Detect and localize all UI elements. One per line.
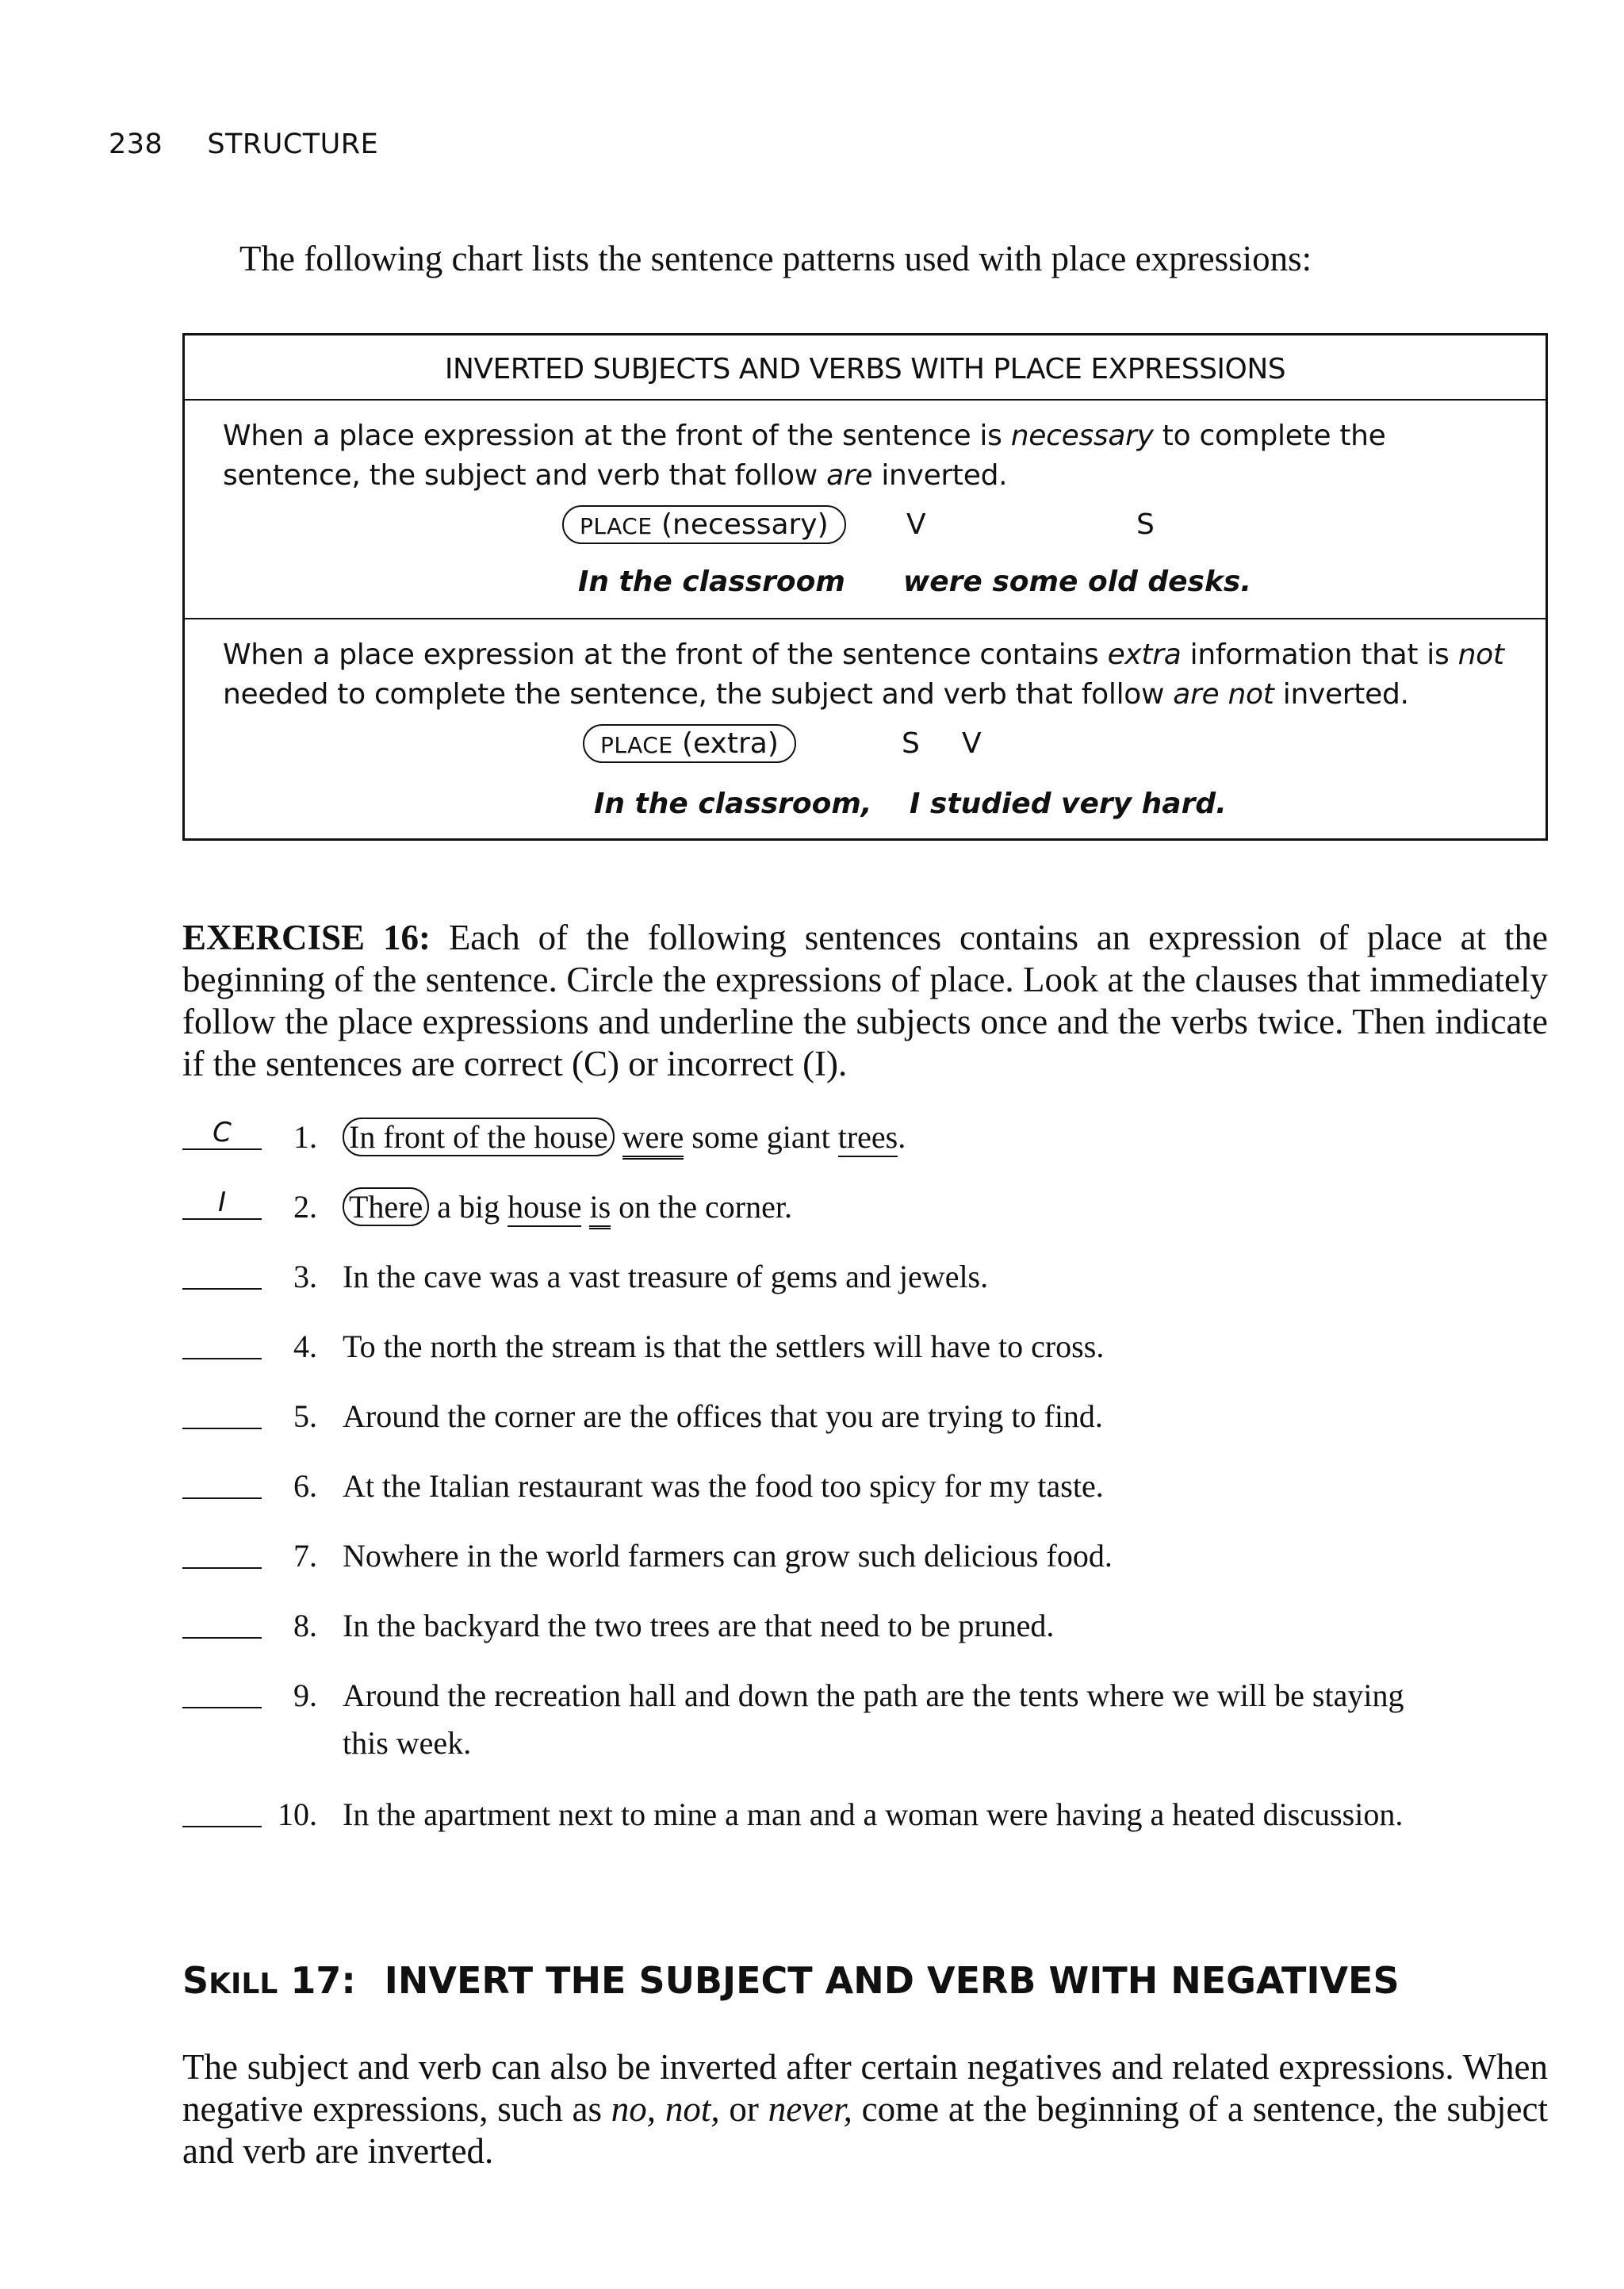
item-sentence: In front of the house were some giant trees.: [343, 1118, 906, 1156]
example-inverted-clause: were some old desks.: [903, 566, 1252, 598]
subject-underline: house: [508, 1189, 581, 1227]
item-sentence: To the north the stream is that the settlers will have to cross.: [343, 1329, 1105, 1364]
answer-blank[interactable]: [182, 1148, 262, 1150]
item-number: 10.: [278, 1796, 317, 1832]
place-necessary-oval: PLACE (necessary): [562, 505, 846, 544]
exercise-item: [0, 1467, 1624, 1515]
example-place-necessary: In the classroom: [578, 566, 845, 598]
item-sentence-continued: this week.: [343, 1725, 472, 1761]
exercise-instructions: EXERCISE 16: Each of the following sentences contains an expression of place at the beginning of the sentence. Circle the expressions of place. Look at the clauses that immediately follow the place expressions and underline the subjects once and the verbs twice. Then indicate if the sentences are correct (C) or incorrect (I).: [182, 918, 1548, 1083]
subject-underline: trees: [838, 1119, 898, 1157]
item-sentence: In the backyard the two trees are that need to be pruned.: [343, 1608, 1055, 1643]
verb-double-underline: is: [589, 1189, 611, 1229]
exercise-label: EXERCISE 16:: [182, 918, 431, 957]
exercise-item: [0, 1677, 1624, 1780]
skill-paragraph: The subject and verb can also be inverted after certain negatives and related expressions. When negative expressions, such as no, not, or never, come at the beginning of a sentence, the subject and verb are inverted.: [182, 2047, 1548, 2171]
item-sentence: In the cave was a vast treasure of gems and jewels.: [343, 1259, 989, 1294]
skill-heading: SKILL 17: INVERT THE SUBJECT AND VERB WITH NEGATIVES: [182, 1959, 1400, 2002]
place-extra-oval: PLACE (extra): [583, 724, 796, 763]
item-number: 6.: [293, 1468, 317, 1504]
chart-divider: [185, 618, 1545, 619]
answer-blank[interactable]: [182, 1218, 262, 1220]
exercise-item: [0, 1258, 1624, 1306]
place-expression-circle: In front of the house: [343, 1118, 615, 1156]
answer-mark: I: [217, 1187, 227, 1218]
item-number: 1.: [293, 1119, 317, 1155]
page-number: 238: [109, 128, 163, 160]
pattern-chart: [182, 333, 1548, 841]
example-normal-clause: I studied very hard.: [910, 788, 1227, 820]
chart-divider: [185, 399, 1545, 401]
exercise-item: [0, 1537, 1624, 1585]
answer-mark: C: [213, 1117, 232, 1148]
item-number: 8.: [293, 1608, 317, 1643]
exercise-item: [0, 1398, 1624, 1445]
item-sentence: There a big house is on the corner.: [343, 1188, 792, 1225]
answer-blank[interactable]: [182, 1567, 262, 1569]
place-expression-circle: There: [343, 1187, 429, 1226]
answer-blank[interactable]: [182, 1428, 262, 1429]
verb-label: V: [906, 508, 926, 541]
intro-sentence: The following chart lists the sentence patterns used with place expressions:: [239, 239, 1312, 278]
running-head: [109, 128, 378, 160]
answer-blank[interactable]: [182, 1497, 262, 1499]
subject-label: S: [1136, 508, 1155, 541]
chart-title: INVERTED SUBJECTS AND VERBS WITH PLACE EXPRESSIONS: [444, 353, 1286, 385]
rule-extra-text: When a place expression at the front of the sentence contains extra information that is not needed to complete the sentence, the subject and verb that follow are not inverted.: [223, 638, 1504, 711]
item-number: 9.: [293, 1677, 317, 1713]
item-number: 5.: [293, 1398, 317, 1434]
skill-title: INVERT THE SUBJECT AND VERB WITH NEGATIVES: [384, 1959, 1400, 2002]
exercise-item: [0, 1796, 1624, 1843]
example-place-extra: In the classroom,: [594, 788, 872, 820]
item-sentence: Around the corner are the offices that you are trying to find.: [343, 1398, 1103, 1434]
item-number: 3.: [293, 1259, 317, 1294]
verb-double-underline: were: [622, 1119, 684, 1160]
answer-blank[interactable]: [182, 1826, 262, 1827]
item-sentence: In the apartment next to mine a man and a woman were having a heated discussion.: [343, 1796, 1404, 1832]
item-number: 7.: [293, 1538, 317, 1574]
rule-necessary-text: When a place expression at the front of the sentence is necessary to complete the sentence, the subject and verb that follow are inverted.: [223, 420, 1386, 492]
exercise-item: [0, 1607, 1624, 1654]
exercise-item: [0, 1188, 1624, 1236]
answer-blank[interactable]: [182, 1707, 262, 1708]
item-number: 2.: [293, 1189, 317, 1225]
item-number: 4.: [293, 1329, 317, 1364]
answer-blank[interactable]: [182, 1358, 262, 1359]
section-title: STRUCTURE: [207, 128, 379, 160]
item-sentence: At the Italian restaurant was the food too spicy for my taste.: [343, 1468, 1104, 1504]
exercise-item: [0, 1328, 1624, 1375]
answer-blank[interactable]: [182, 1637, 262, 1639]
subject-label: S: [902, 727, 920, 760]
verb-label: V: [962, 727, 982, 760]
item-sentence: Nowhere in the world farmers can grow such delicious food.: [343, 1538, 1113, 1574]
answer-blank[interactable]: [182, 1288, 262, 1290]
exercise-item: [0, 1118, 1624, 1166]
item-sentence: Around the recreation hall and down the path are the tents where we will be staying: [343, 1677, 1404, 1713]
